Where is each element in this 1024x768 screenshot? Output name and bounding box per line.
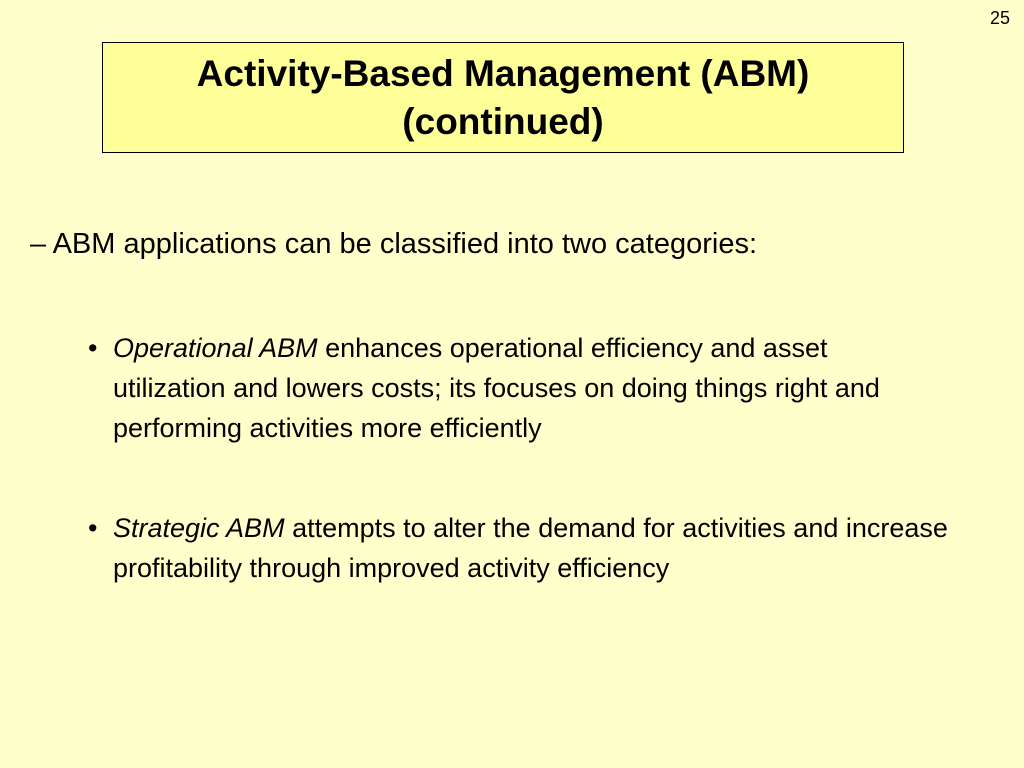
page-number: 25 [989, 8, 1010, 28]
slide-title: Activity-Based Management (ABM) (continued) [196, 52, 810, 142]
bullet-content [113, 508, 983, 588]
title-box [102, 42, 904, 153]
bullet-term: Operational ABM [113, 333, 318, 363]
intro-line: – ABM applications can be classified into two categories: [30, 228, 758, 260]
bullet-text: attempts to alter the demand for activities and increase profitability through improved activity efficiency [113, 513, 948, 583]
bullet-strategic-abm [88, 508, 988, 588]
bullet-operational-abm [88, 328, 988, 448]
bullet-content [113, 328, 943, 448]
bullet-marker: • [88, 513, 98, 543]
bullet-text: enhances operational efficiency and asset utilization and lowers costs; its focuses on doing things right and performing activities more efficiently [113, 333, 880, 443]
bullet-term: Strategic ABM [113, 513, 285, 543]
bullet-marker: • [88, 333, 98, 363]
